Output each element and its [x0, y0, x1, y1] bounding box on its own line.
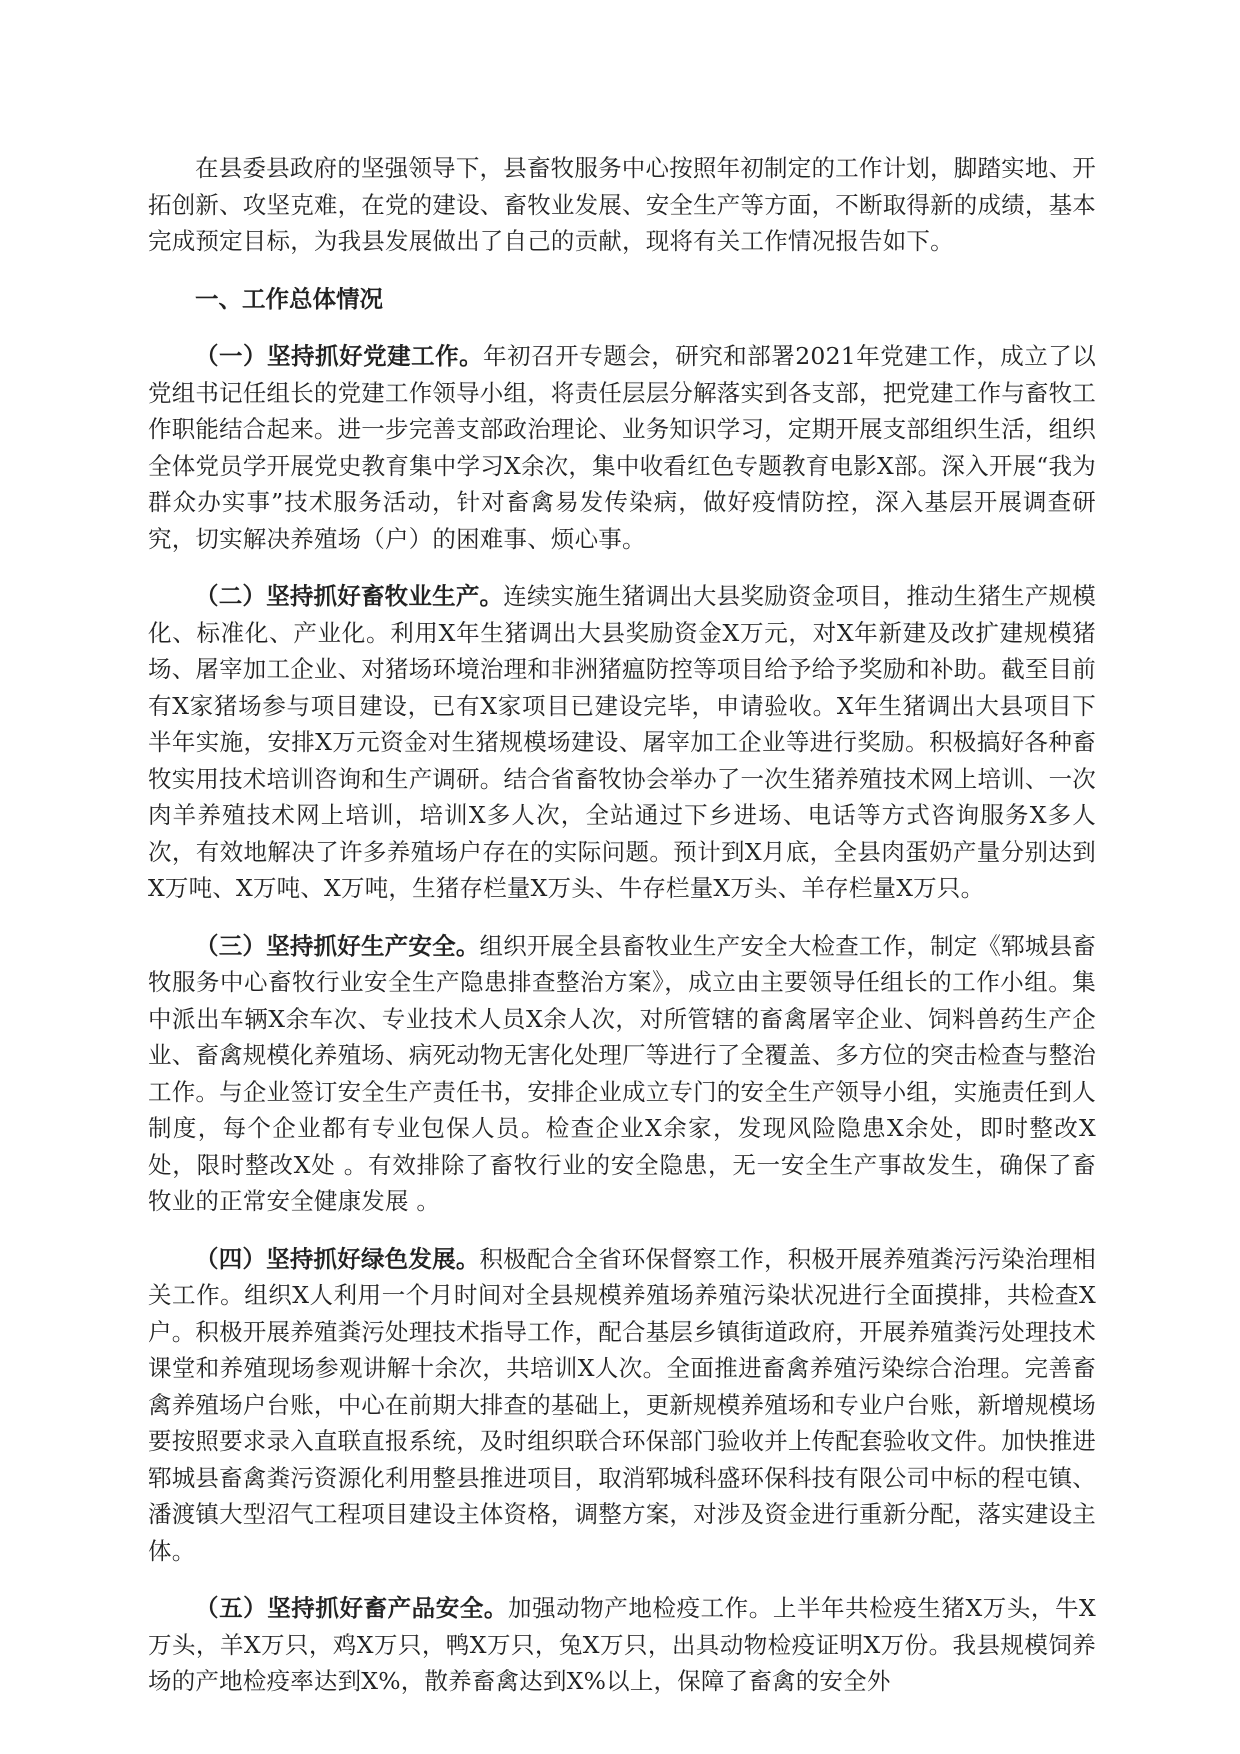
item-green-development: [148, 1241, 1096, 1570]
item-lead: （五）坚持抓好畜产品安全。: [195, 1594, 508, 1622]
item-body: 年初召开专题会，研究和部署2021年党建工作，成立了以党组书记任组长的党建工作领导小组，将责任层层分解落实到各支部，把党建工作与畜牧工作职能结合起来。进一步完善支部政治理论、业务知识学习，定期开展支部组织生活，组织全体党员学开展党史教育集中学习X余次，集中收看红色专题教育电影X部。深入开展“我为群众办实事”技术服务活动，针对畜禽易发传染病，做好疫情防控，深入基层开展调查研究，切实解决养殖场（户）的困难事、烦心事。: [148, 342, 1096, 553]
section-heading: 一、工作总体情况: [195, 284, 383, 313]
spacer: [148, 260, 1096, 281]
spacer: [148, 557, 1096, 578]
spacer: [148, 1220, 1096, 1241]
item-lead: （一）坚持抓好党建工作。: [195, 342, 484, 370]
intro-paragraph: 在县委县政府的坚强领导下，县畜牧服务中心按照年初制定的工作计划，脚踏实地、开拓创新、攻坚克难，在党的建设、畜牧业发展、安全生产等方面，不断取得新的成绩，基本完成预定目标，为我县发展做出了自己的贡献，现将有关工作情况报告如下。: [148, 154, 1096, 255]
item-lead: （二）坚持抓好畜牧业生产。: [195, 582, 504, 610]
item-party-building: [148, 338, 1096, 557]
spacer: [148, 317, 1096, 338]
item-body: 积极配合全省环保督察工作，积极开展养殖粪污污染治理相关工作。组织X人利用一个月时间对全县规模养殖场养殖污染状况进行全面摸排，共检查X户。积极开展养殖粪污处理技术指导工作，配合基层乡镇街道政府，开展养殖粪污处理技术课堂和养殖现场参观讲解十余次，共培训X人次。全面推进畜禽养殖污染综合治理。完善畜禽养殖场户台账，中心在前期大排查的基础上，更新规模养殖场和专业户台账，新增规模场要按照要求录入直联直报系统，及时组织联合环保部门验收并上传配套验收文件。加快推进郓城县畜禽粪污资源化利用整县推进项目，取消郓城科盛环保科技有限公司中标的程屯镇、潘渡镇大型沼气工程项目建设主体资格，调整方案，对涉及资金进行重新分配，落实建设主体。: [148, 1244, 1096, 1565]
item-lead: （三）坚持抓好生产安全。: [195, 931, 480, 960]
item-product-safety: [148, 1590, 1096, 1700]
item-lead: （四）坚持抓好绿色发展。: [195, 1244, 480, 1273]
document-page: [148, 150, 1096, 1700]
item-body: 组织开展全县畜牧业生产安全大检查工作，制定《郓城县畜牧服务中心畜牧行业安全生产隐患排查整治方案》，成立由主要领导任组长的工作小组。集中派出车辆X余车次、专业技术人员X余人次，对所管辖的畜禽屠宰企业、饲料兽药生产企业、畜禽规模化养殖场、病死动物无害化处理厂等进行了全覆盖、多方位的突击检查与整治工作。与企业签订安全生产责任书，安排企业成立专门的安全生产领导小组，实施责任到人制度，每个企业都有专业包保人员。检查企业X余家，发现风险隐患X余处，即时整改X处，限时整改X处 。有效排除了畜牧行业的安全隐患，无一安全生产事故发生，确保了畜牧业的正常安全健康发展 。: [148, 931, 1096, 1215]
item-body: 加强动物产地检疫工作。上半年共检疫生猪X万头，牛X万头，羊X万只，鸡X万只，鸭X万只，兔X万只，出具动物检疫证明X万份。我县规模饲养场的产地检疫率达到X%，散养畜禽达到X%以上，保障了畜禽的安全外: [148, 1594, 1096, 1695]
item-body: 连续实施生猪调出大县奖励资金项目，推动生猪生产规模化、标准化、产业化。利用X年生猪调出大县奖励资金X万元，对X年新建及改扩建规模猪场、屠宰加工企业、对猪场环境治理和非洲猪瘟防控等项目给予给予奖励和补助。截至目前有X家猪场参与项目建设，已有X家项目已建设完毕，申请验收。X年生猪调出大县项目下半年实施，安排X万元资金对生猪规模场建设、屠宰加工企业等进行奖励。积极搞好各种畜牧实用技术培训咨询和生产调研。结合省畜牧协会举办了一次生猪养殖技术网上培训、一次肉羊养殖技术网上培训，培训X多人次，全站通过下乡进场、电话等方式咨询服务X多人次，有效地解决了许多养殖场户存在的实际问题。预计到X月底，全县肉蛋奶产量分别达到X万吨、X万吨、X万吨，生猪存栏量X万头、牛存栏量X万头、羊存栏量X万只。: [148, 582, 1097, 902]
spacer: [148, 1569, 1096, 1590]
item-production-safety: [148, 928, 1096, 1220]
spacer: [148, 907, 1096, 928]
item-livestock-production: [148, 578, 1096, 907]
